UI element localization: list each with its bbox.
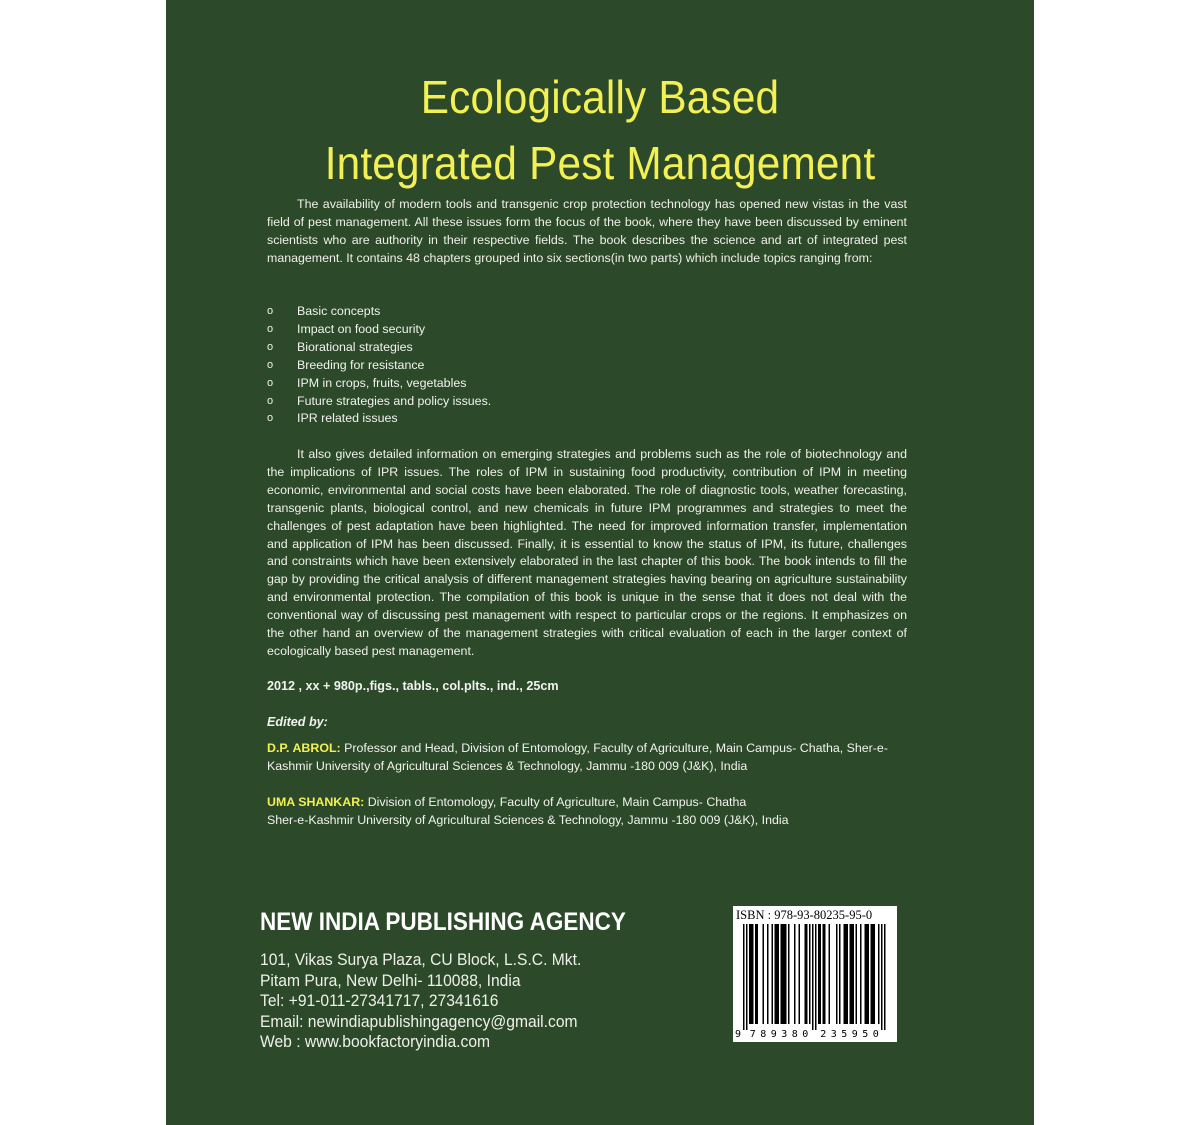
- barcode-digit: 5: [841, 1029, 848, 1040]
- barcode-bar: [815, 924, 817, 1030]
- barcode-bar: [746, 924, 748, 1030]
- publisher-name: NEW INDIA PUBLISHING AGENCY: [260, 908, 626, 936]
- bullet-marker: o: [267, 340, 274, 353]
- barcode-digit: 3: [830, 1029, 837, 1040]
- bullet-marker: o: [267, 305, 274, 317]
- barcode-bar: [784, 924, 786, 1024]
- barcode-bar: [799, 924, 801, 1024]
- barcode-bar: [749, 924, 751, 1024]
- barcode-bar: [812, 924, 814, 1030]
- barcode-bar: [874, 924, 876, 1024]
- topic-label: IPR related issues: [297, 411, 398, 426]
- barcode-digit: 3: [781, 1029, 788, 1040]
- edited-by-label: Edited by:: [267, 715, 328, 729]
- editor-affiliation-line-1: Division of Entomology, Faculty of Agriculture, Main Campus- Chatha: [367, 795, 747, 809]
- barcode-bar: [824, 924, 826, 1024]
- barcode-bar: [866, 924, 868, 1024]
- barcode-bar: [845, 924, 847, 1024]
- bullet-marker: o: [267, 394, 274, 407]
- topic-label: IPM in crops, fruits, vegetables: [297, 375, 467, 390]
- barcode-bar: [823, 924, 825, 1024]
- barcode-bar: [782, 924, 784, 1024]
- barcode-bar: [850, 924, 852, 1024]
- barcode-bar: [772, 924, 774, 1024]
- barcode-bar: [818, 924, 820, 1024]
- barcode-bar: [868, 924, 870, 1024]
- topic-label: Breeding for resistance: [297, 357, 425, 372]
- topic-item: [267, 303, 767, 321]
- barcode-bar: [836, 924, 838, 1024]
- barcode-bar: [829, 924, 831, 1024]
- barcode-bar: [775, 924, 777, 1024]
- barcode-bar: [776, 924, 778, 1024]
- topic-item: [267, 321, 767, 339]
- barcode-bar: [781, 924, 783, 1024]
- book-title-line-1: Ecologically Based: [420, 71, 780, 123]
- address-line-2: Pitam Pura, New Delhi- 110088, India: [260, 970, 521, 990]
- topic-label: Basic concepts: [297, 304, 381, 318]
- topic-item: [267, 410, 767, 428]
- barcode-bar: [757, 924, 759, 1024]
- barcode-digit: 2: [820, 1029, 827, 1040]
- barcode-bar: [844, 924, 846, 1024]
- barcode-bar: [853, 924, 855, 1024]
- barcode-bar: [778, 924, 780, 1024]
- barcode-digit: 0: [802, 1029, 809, 1040]
- barcode-bar: [872, 924, 874, 1024]
- barcode-bar: [851, 924, 853, 1024]
- isbn-label: ISBN : 978-93-80235-95-0: [736, 908, 873, 922]
- telephone: Tel: +91-011-27341717, 27341616: [260, 991, 499, 1010]
- bullet-marker: o: [267, 322, 274, 335]
- editor-entry: [267, 739, 907, 775]
- bullet-marker: o: [267, 358, 274, 371]
- topic-item: [267, 339, 767, 357]
- description-paragraph: It also gives detailed information on emerging strategies and problems such as the role of biotechnology and the implications of IPR issues. The roles of IPM in sustaining food productivity, contribution of IPM in meeting economic, environmental and social costs have been elaborated. The role of diagnostic tools, weather forecasting, transgenic plants, biological control, and new chemicals in future IPM programmes and strategies to meet the challenges of pest adaptation have been highlighted. The need for improved information transfer, implementation and application of IPM has been discussed. Finally, it is essential to know the status of IPM, its future, challenges and constraints which have been extensively elaborated in the last chapter of this book. The book intends to fill the gap by providing the critical analysis of different management strategies having bearing on agriculture sustainability and environmental protection. The compilation of this book is unique in the sense that it does not deal with the conventional way of discussing pest management with respect to particular crops or the regions. It emphasizes on the other hand an overview of the management strategies with critical evaluation of each in the larger context of ecologically based pest management.: [267, 447, 907, 658]
- editor-name: UMA SHANKAR:: [267, 795, 365, 809]
- barcode-bar: [856, 924, 858, 1024]
- barcode-bar: [755, 924, 757, 1024]
- book-back-cover: [166, 0, 1034, 1125]
- barcode-digit: 0: [872, 1029, 879, 1040]
- email: Email: newindiapublishingagency@gmail.com: [260, 1011, 578, 1031]
- book-title-line-2: Integrated Pest Management: [324, 137, 876, 189]
- editor-name: D.P. ABROL:: [267, 741, 341, 755]
- barcode-digit: 8: [791, 1029, 798, 1040]
- barcode-bar: [763, 924, 765, 1024]
- barcode-bar: [788, 924, 790, 1024]
- barcode-bar: [794, 924, 796, 1024]
- topic-label: Future strategies and policy issues.: [297, 393, 492, 408]
- intro-paragraph: The availability of modern tools and transgenic crop protection technology has opened new vistas in the vast field of pest management. All these issues form the focus of the book, where they have been discussed by eminent scientists who are authority in their respective fields. The book describes the science and art of integrated pest management. It contains 48 chapters grouped into six sections(in two parts) which include topics ranging from:: [267, 197, 907, 265]
- topic-list: [267, 303, 767, 428]
- barcode-digit: 7: [749, 1029, 756, 1040]
- barcode-bar: [878, 924, 880, 1024]
- barcode-bar: [881, 924, 883, 1030]
- topic-label: Biorational strategies: [297, 339, 413, 354]
- barcode-bar: [839, 924, 841, 1024]
- publication-details: 2012 , xx + 980p.,figs., tabls., col.plts., ind., 25cm: [267, 679, 559, 693]
- bullet-marker: o: [267, 376, 274, 389]
- barcode-bar: [752, 924, 754, 1024]
- barcode-digit: 8: [760, 1029, 767, 1040]
- barcode-bar: [767, 924, 769, 1024]
- isbn-barcode: [733, 906, 897, 1042]
- editor-affiliation: Professor and Head, Division of Entomology, Faculty of Agriculture, Main Campus- Chatha, Sher-e-Kashmir University of Agricultural Sciences & Technology, Jammu -180 009 (J&K), India: [267, 741, 888, 773]
- bullet-marker: o: [267, 412, 274, 425]
- barcode-bar: [805, 924, 807, 1024]
- barcode-digit: 9: [851, 1029, 858, 1040]
- publisher-contact: [260, 950, 581, 1053]
- barcode-bar: [884, 924, 886, 1030]
- topic-item: [267, 357, 767, 375]
- barcode-digit: 5: [862, 1029, 869, 1040]
- barcode-bar: [847, 924, 849, 1024]
- barcode-bar: [743, 924, 745, 1030]
- barcode-icon: [733, 906, 897, 1042]
- barcode-bar: [860, 924, 862, 1024]
- barcode-bar: [751, 924, 753, 1024]
- barcode-bar: [785, 924, 787, 1024]
- barcode-bar: [806, 924, 808, 1024]
- barcode-bar: [809, 924, 811, 1024]
- topic-label: Impact on food security: [297, 321, 426, 336]
- editor-affiliation-line-2: Sher-e-Kashmir University of Agricultural Sciences & Technology, Jammu -180 009 (J&K), India: [267, 813, 789, 827]
- barcode-digit: 9: [734, 1029, 742, 1040]
- barcode-bar: [865, 924, 867, 1024]
- website: Web : www.bookfactoryindia.com: [260, 1032, 491, 1051]
- address-line-1: 101, Vikas Surya Plaza, CU Block, L.S.C. Mkt.: [260, 950, 582, 969]
- topic-item: [267, 393, 767, 411]
- topic-item: [267, 375, 767, 393]
- editor-entry: [267, 793, 907, 829]
- barcode-digit: 9: [770, 1029, 777, 1040]
- barcode-bar: [820, 924, 822, 1024]
- barcode-bar: [871, 924, 873, 1024]
